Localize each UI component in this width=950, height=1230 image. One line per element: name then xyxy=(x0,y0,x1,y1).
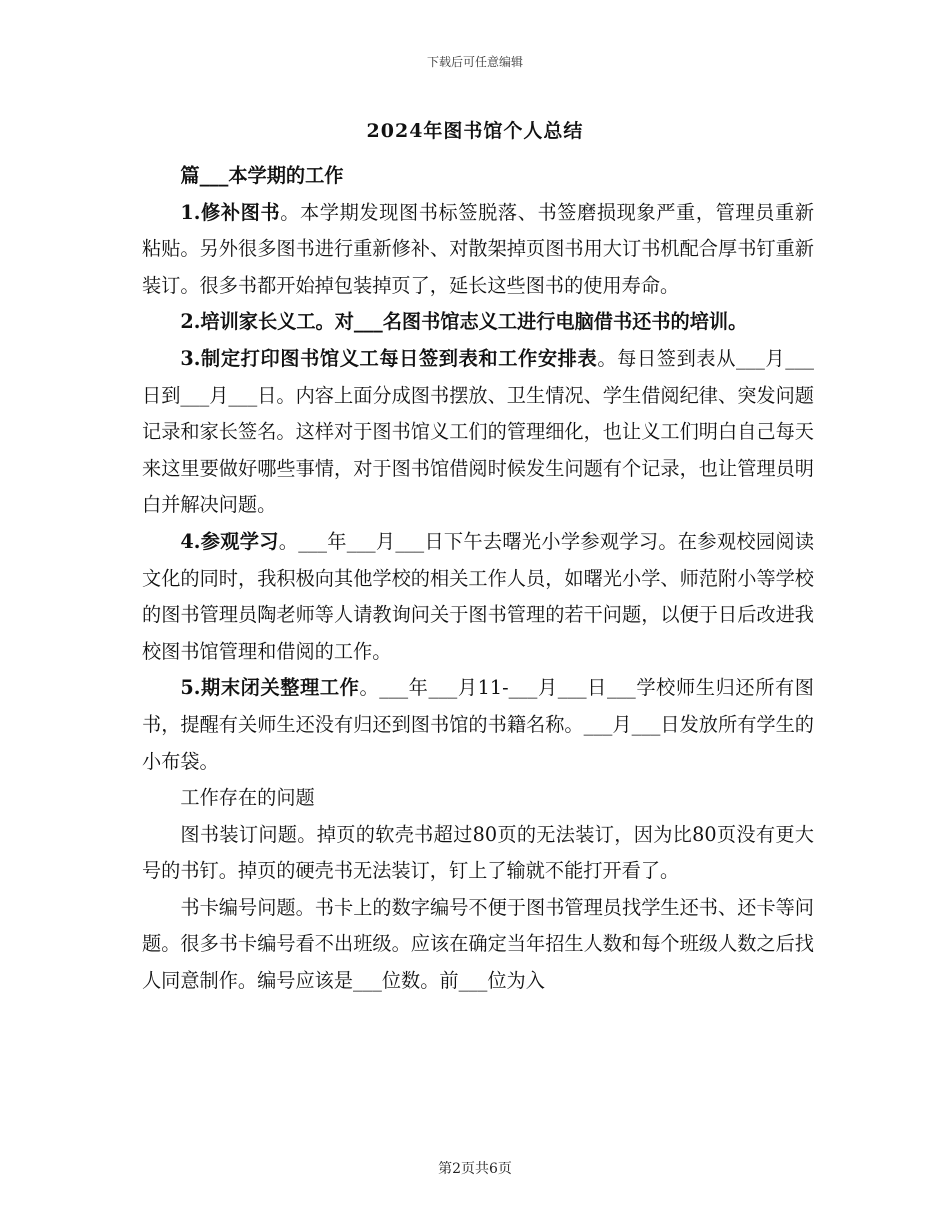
work-item-4 xyxy=(142,524,814,670)
problems-heading: 工作存在的问题 xyxy=(180,786,315,810)
problem-binding: 图书装订问题。掉页的软壳书超过80页的无法装订，因为比80页没有更大号的书钉。掉页的硬壳书无法装订，钉上了输就不能打开看了。 xyxy=(142,822,814,883)
work-item-3-text: 。每日签到表从___月___日到___月___日。内容上面分成图书摆放、卫生情况、学生借阅纪律、突发问题记录和家长签名。这样对于图书馆义工们的管理细化，也让义工们明白自己每天来这里要做好哪些事情，对于图书馆借阅时候发生问题有个记录，也让管理员明白并解决问题。 xyxy=(142,346,815,517)
work-item-5-text: 。___年___月11-___月___日___学校师生归还所有图书，提醒有关师生还没有归还到图书馆的书籍名称。___月___日发放所有学生的小布袋。 xyxy=(142,676,814,773)
work-item-4-text: 。___年___月___日下午去曙光小学参观学习。在参观校园阅读文化的同时，我积极向其他学校的相关工作人员，如曙光小学、师范附小等学校的图书管理员陶老师等人请教询问关于图书管理的若干问题，以便于日后改进我校图书馆管理和借阅的工作。 xyxy=(142,529,815,663)
problem-card-numbering: 书卡编号问题。书卡上的数字编号不便于图书管理员找学生还书、还卡等问题。很多书卡编号看不出班级。应该在确定当年招生人数和每个班级人数之后找人同意制作。编号应该是___位数。前___位为入 xyxy=(142,895,814,993)
document-title: 2024年图书馆个人总结 xyxy=(366,120,584,142)
document-body xyxy=(142,158,814,1000)
work-item-3-lead: 3.制定打印图书馆义工每日签到表和工作安排表 xyxy=(180,346,598,370)
work-item-5 xyxy=(142,670,814,780)
work-item-3 xyxy=(142,341,814,524)
page-header-note: 下载后可任意编辑 xyxy=(426,55,523,69)
work-item-1 xyxy=(142,195,814,305)
page-number: 第2页共6页 xyxy=(438,1161,512,1177)
work-item-5-lead: 5.期末闭关整理工作 xyxy=(180,676,360,700)
work-item-1-text: 。本学期发现图书标签脱落、书签磨损现象严重，管理员重新粘贴。另外很多图书进行重新修补、对散架掉页图书用大订书机配合厚书钉重新装订。很多书都开始掉包装掉页了，延长这些图书的使用寿命。 xyxy=(142,200,815,297)
work-item-2: 2.培训家长义工。对___名图书馆志义工进行电脑借书还书的培训。 xyxy=(180,310,748,334)
work-item-4-lead: 4.参观学习 xyxy=(180,529,279,553)
work-item-1-lead: 1.修补图书 xyxy=(180,200,281,224)
section-heading: 篇___本学期的工作 xyxy=(180,164,344,187)
